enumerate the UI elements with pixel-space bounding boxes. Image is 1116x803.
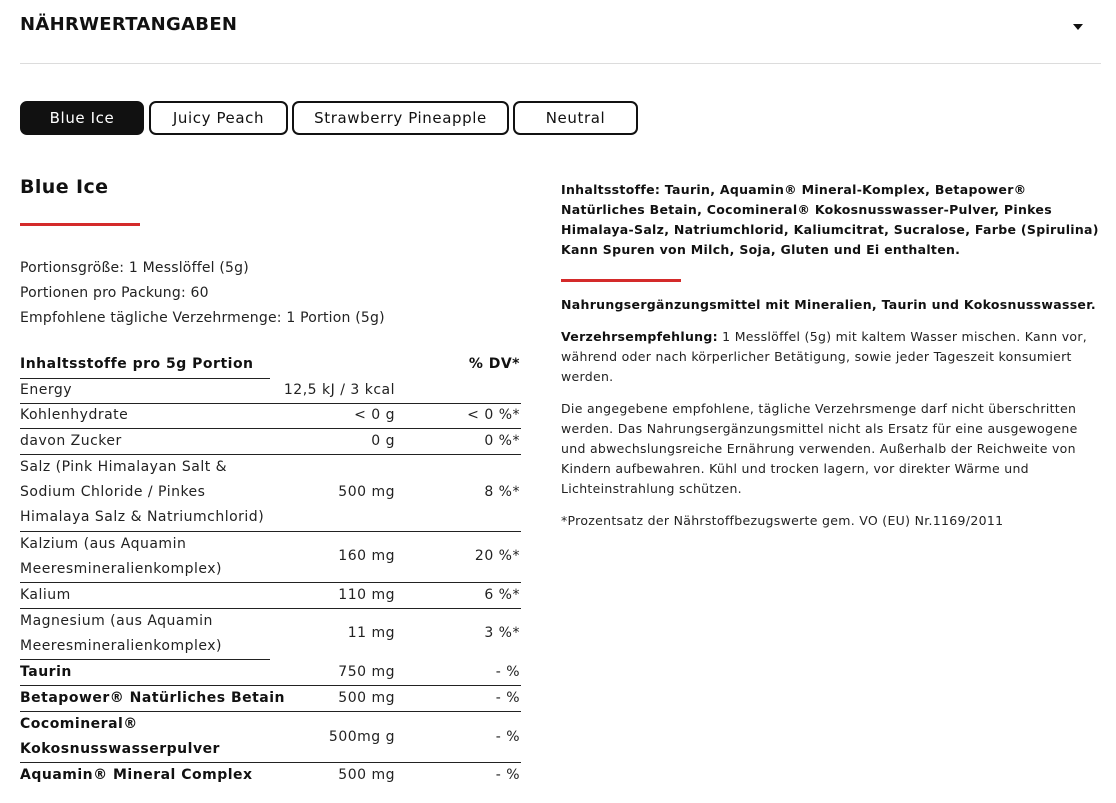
table-header xyxy=(20,352,521,378)
row-amount: < 0 g xyxy=(354,407,395,423)
row-dv: < 0 %* xyxy=(467,407,520,423)
row-amount: 160 mg xyxy=(338,548,395,564)
row-name-line: Salz (Pink Himalayan Salt & xyxy=(20,459,228,475)
row-name: Aquamin® Mineral Complex xyxy=(20,767,253,783)
usage-label: Verzehrsempfehlung: xyxy=(561,329,718,344)
accent-divider xyxy=(20,223,140,226)
table-row xyxy=(20,763,521,789)
header-name: Inhaltsstoffe pro 5g Portion xyxy=(20,356,254,372)
nutrition-table xyxy=(20,352,521,789)
tab-juicy-peach[interactable]: Juicy Peach xyxy=(149,101,288,135)
row-amount: 500 mg xyxy=(338,484,395,500)
serving-size: Portionsgröße: 1 Messlöffel (5g) xyxy=(20,260,249,276)
row-amount: 500 mg xyxy=(338,690,395,706)
row-name-line: Magnesium (aus Aquamin xyxy=(20,613,213,629)
row-name: Kalium xyxy=(20,587,71,603)
usage-body: 1 Messlöffel (5g) mit kaltem Wasser mischen. Kann vor, während oder nach körperlicher Betätigung, sowie jeder Tageszeit konsumiert werden. xyxy=(561,329,1088,384)
row-amount: 500 mg xyxy=(338,767,395,783)
row-name-line: Sodium Chloride / Pinkes xyxy=(20,484,206,500)
usage-text xyxy=(561,327,1101,387)
row-name: Betapower® Natürliches Betain xyxy=(20,690,286,706)
row-dv: 20 %* xyxy=(474,548,520,564)
row-name-line: Meeresmineralienkomplex) xyxy=(20,561,222,577)
servings-per-pack: Portionen pro Packung: 60 xyxy=(20,285,209,301)
row-name-line: Kokosnusswasserpulver xyxy=(20,741,220,757)
chevron-down-icon[interactable] xyxy=(1073,24,1083,30)
row-amount: 750 mg xyxy=(338,664,395,680)
table-row xyxy=(20,712,521,763)
product-title: Blue Ice xyxy=(20,176,109,198)
row-amount: 500mg g xyxy=(328,729,395,745)
footnote-text: *Prozentsatz der Nährstoffbezugswerte gem. VO (EU) Nr.1169/2011 xyxy=(561,513,1004,528)
header-dv: % DV* xyxy=(468,356,520,372)
table-row xyxy=(20,686,521,712)
row-name: Taurin xyxy=(20,664,72,680)
section-title: NÄHRWERTANGABEN xyxy=(20,14,238,35)
row-dv: - % xyxy=(495,690,520,706)
warning-text: Die angegebene empfohlene, tägliche Verzehrsmenge darf nicht überschritten werden. Das Nahrungsergänzungsmittel nicht als Ersatz für eine ausgewogene und abwechslungsreiche Ernährung verwenden. Außerhalb der Reichweite von Kindern aufbewahren. Kühl und trocken lagern, vor direkter Wärme und Lichteinstrahlung schützen. xyxy=(561,401,1078,496)
row-dv: 8 %* xyxy=(484,484,520,500)
row-amount: 0 g xyxy=(371,433,395,449)
recommended-daily: Empfohlene tägliche Verzehrmenge: 1 Portion (5g) xyxy=(20,310,385,326)
table-row xyxy=(20,609,521,660)
accordion-header[interactable] xyxy=(20,0,1101,64)
table-row xyxy=(20,404,521,429)
ingredients-text: Inhaltsstoffe: Taurin, Aquamin® Mineral-Komplex, Betapower® Natürliches Betain, Cocomineral® Kokosnusswasser-Pulver, Pinkes Himalaya-Salz, Natriumchlorid, Kaliumcitrat, Sucralose, Farbe (Spirulina) Kann Spuren von Milch, Soja, Gluten und Ei enthalten. xyxy=(561,182,1099,257)
tab-blue-ice[interactable]: Blue Ice xyxy=(20,101,144,135)
row-dv: - % xyxy=(495,767,520,783)
row-dv: 3 %* xyxy=(484,625,520,641)
row-name: Kohlenhydrate xyxy=(20,407,129,423)
table-row xyxy=(20,532,521,583)
row-amount: 110 mg xyxy=(338,587,395,603)
table-row xyxy=(20,583,521,609)
row-dv: 6 %* xyxy=(484,587,520,603)
tab-strawberry-pineapple[interactable]: Strawberry Pineapple xyxy=(292,101,509,135)
supplement-text: Nahrungsergänzungsmittel mit Mineralien, Taurin und Kokosnusswasser. xyxy=(561,297,1096,312)
accent-divider xyxy=(561,279,681,282)
table-row xyxy=(20,429,521,455)
table-row xyxy=(20,378,521,404)
row-name: davon Zucker xyxy=(20,433,122,449)
row-name-line: Cocomineral® xyxy=(20,716,138,732)
row-amount: 11 mg xyxy=(347,625,395,641)
row-dv: - % xyxy=(495,729,520,745)
row-name: Energy xyxy=(20,382,73,398)
row-name-line: Kalzium (aus Aquamin xyxy=(20,536,187,552)
row-amount: 12,5 kJ / 3 kcal xyxy=(283,382,395,398)
row-name-line: Himalaya Salz & Natriumchlorid) xyxy=(20,509,265,525)
table-row xyxy=(20,660,521,686)
tab-neutral[interactable]: Neutral xyxy=(513,101,638,135)
row-name-line: Meeresmineralienkomplex) xyxy=(20,638,222,654)
row-dv: - % xyxy=(495,664,520,680)
row-dv: 0 %* xyxy=(484,433,520,449)
table-row xyxy=(20,455,521,532)
